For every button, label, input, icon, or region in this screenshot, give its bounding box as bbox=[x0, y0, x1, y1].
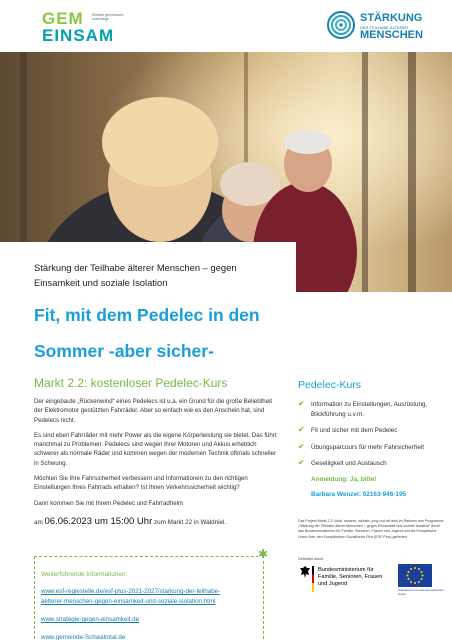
ministry-logo bbox=[300, 564, 400, 604]
list-item bbox=[298, 443, 444, 453]
title-card bbox=[0, 242, 296, 370]
list-item-label: Übungsparcours für mehr Fahrsicherheit bbox=[311, 443, 425, 451]
main-title-line2: Sommer -aber sicher- bbox=[34, 341, 214, 361]
list-item-label: Information zu Einstellungen, Ausrüstung, Blickführung u.v.m. bbox=[311, 401, 428, 418]
project-subtitle: Stärkung der Teilhabe älterer Menschen – gegen Einsamkeit und soziale Isolation bbox=[34, 262, 237, 288]
logo-staerkung-text: STÄRKUNG bbox=[360, 12, 423, 24]
eu-logo bbox=[398, 564, 444, 597]
eu-stars-icon bbox=[398, 564, 432, 587]
logo-menschen-text: MENSCHEN bbox=[360, 29, 423, 41]
german-flag-bar bbox=[312, 566, 314, 592]
eu-flag-icon bbox=[398, 564, 432, 587]
feature-list bbox=[298, 400, 444, 469]
date-main: 06.06.2023 um 15:00 Uhr bbox=[44, 515, 153, 527]
check-icon: ✔ bbox=[298, 425, 305, 434]
list-item bbox=[298, 426, 444, 436]
logo-teilhabe-text: DER TEILHABE ÄLTERER bbox=[360, 25, 409, 30]
course-heading: Markt 2.2: kostenloser Pedelec-Kurs bbox=[34, 376, 228, 390]
logo-gem-text: GEM bbox=[42, 9, 84, 28]
list-item bbox=[298, 400, 444, 419]
staerkung-logo bbox=[326, 10, 444, 44]
check-icon: ✔ bbox=[298, 441, 305, 451]
sidebar-heading: Pedelec-Kurs bbox=[298, 379, 362, 391]
paragraph-1: Der eingebaute „Rückenwind“ eines Pedelecs ist u.a. ein Grund für die große Beliebtheit der Elektromotor gestützten Fahrräder. Aber so einfach wie es den Anschein hat, sind Pedelecs nicht. bbox=[34, 398, 273, 424]
check-icon: ✔ bbox=[298, 399, 305, 408]
asterisk-icon: ✱ bbox=[257, 547, 268, 561]
registration-note: Anmeldung: Ja, bitte! bbox=[311, 475, 377, 483]
strategie-link[interactable]: www.strategie-gegen-einsamkeit.de bbox=[41, 616, 140, 623]
paragraph-2: Es sind eben Fahrräder mit mehr Power als die eigene Körperleistung sie bietet. Das führt manchmal zu Problemen: Pedelecs sind wegen ihrer Motoren und Akkus erheblich schwerer als normale Räder und kommen wegen der modernen Technik oftmals schneller in Schwung. bbox=[34, 431, 277, 467]
date-suffix: zum Markt 22 in Waldniel. bbox=[154, 518, 227, 526]
gemeinsam-logo bbox=[42, 10, 132, 44]
eu-cofinanced-text: Kofinanziert von der Europäischen Union bbox=[398, 588, 444, 596]
paragraph-4: Dann kommen Sie mit Ihrem Pedelec und Fahrradhelm bbox=[34, 499, 184, 507]
gemeinde-link[interactable]: www.gemeinde-Schwalmtal.de bbox=[41, 634, 126, 640]
funded-by-label: Gefördert durch: bbox=[298, 557, 325, 561]
contact-phone: Barbara Wenzel: 02163-946-195 bbox=[311, 490, 407, 498]
header bbox=[0, 0, 452, 52]
list-item-label: Fit und sicher mit dem Pedelec bbox=[311, 427, 398, 434]
esf-link[interactable]: www.esf-regiestelle.de/esf-plus-2021-2027/starkung-der-teilhabe- bbox=[41, 588, 221, 595]
list-item bbox=[298, 459, 444, 469]
paragraph-3: Möchten Sie Ihre Fahrsicherheit verbessern und Informationen zu den richtigen Einstellungen Ihres Fahrrads erhalten? Ist Ihnen Verkehrssicherheit wichtig? bbox=[34, 475, 248, 492]
links-heading: Weiterführende Informationen: bbox=[41, 571, 128, 578]
logo-tagline: Einfach gemeinsam unterwegs bbox=[92, 13, 124, 22]
date-prefix: am bbox=[34, 518, 43, 526]
main-title-line1: Fit, mit dem Pedelec in den bbox=[34, 305, 260, 325]
event-date bbox=[34, 517, 282, 527]
esf-link-cont[interactable]: aelterer-menschen-gegen-einsamkeit-und-soziale-isolation.html bbox=[41, 598, 216, 605]
course-sidebar bbox=[298, 378, 444, 498]
federal-eagle-icon bbox=[300, 566, 310, 578]
list-item-label: Geselligkeit und Austausch bbox=[311, 460, 387, 467]
main-content bbox=[34, 376, 282, 533]
logo-einsam-text: EINSAM bbox=[42, 26, 115, 45]
ministry-name: Bundesministerium für Familie, Senioren, Frauen und Jugend bbox=[318, 567, 383, 587]
links-box bbox=[34, 547, 268, 640]
check-icon: ✔ bbox=[298, 458, 305, 467]
fingerprint-icon bbox=[326, 10, 356, 40]
funding-fineprint: Das Projekt Markt 2.2: lokal, modern, inklusiv, jung und alt wird im Rahmen des Programms „Stärkung der Teilhabe älterer Menschen – gegen Einsamkeit und soziale Isolation“ durch das Bundesministerium für Familie, Senioren, Frauen und Jugend und die Europäische Union über den Europäischen Sozialfonds Plus (ESF Plus) gefördert. bbox=[298, 519, 444, 539]
